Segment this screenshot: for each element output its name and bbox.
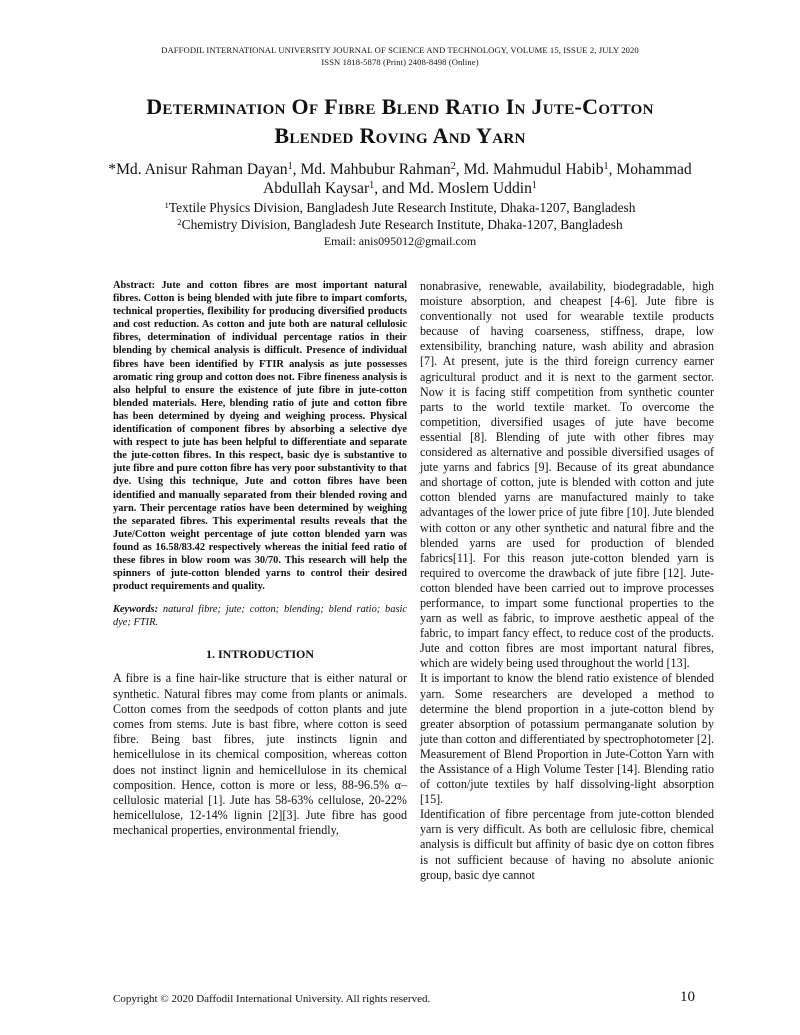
page-number: 10 [680,989,695,1005]
author-name: , Md. Mahmudul Habib [455,161,604,178]
affiliation-text: Chemistry Division, Bangladesh Jute Research Institute, Dhaka-1207, Bangladesh [181,217,623,232]
author-name: Abdullah Kaysar [263,180,370,197]
affiliations [60,199,740,233]
identification-paragraph: Identification of fibre percentage from jute-cotton blended yarn is very difficult. As both are cellulosic fibre, chemical analysis is difficult but affinity of basic dye on cotton fibres is not sufficient because of having no absolute anionic group, basic dye cannot [420,807,714,882]
issn-line: ISSN 1818-5878 (Print) 2408-8498 (Online) [321,57,479,67]
right-column [420,279,714,883]
title-line-2: Blended Roving And Yarn [274,123,526,148]
left-column [113,279,407,839]
blend-ratio-paragraph: It is important to know the blend ratio existence of blended yarn. Some researchers are developed a method to determine the blend proportion in a jute-cotton blend by greater absorption of potassium permanganate solution by jute than cotton and differentiated by spectrophotometer [2]. Measurement of Blend Proportion in Jute-Cotton Yarn with the Assistance of a High Volume Tester [14]. Blending ratio of cotton/jute textiles by half dissolving-light absorption [15]. [420,671,714,807]
abstract-text: Jute and cotton fibres are most important natural fibres. Cotton is being blended with jute fibre to impart comforts, technical properties, flexibility for producing diversified products and cost reduction. As cotton and jute both are natural cellulosic fibres, determination of individual percentage ratios in their blending by chemical analysis is difficult. Presence of individual fibres have been identified by FTIR analysis as jute possesses aromatic ring group and cotton does not. Fibre fineness analysis is also helpful to ensure the existence of jute fibre in jute-cotton blended materials. Here, blending ratio of jute and cotton fibre has been determined by dyeing and weighing process. Physical identification of component fibres by absorbing a selective dye with respect to jute has been helpful to differentiate and separate the jute-cotton fibres. In this respect, basic dye is substantive to jute fibre and pure cotton fibre has very poor substantivity to that dye. Using this technique, Jute and cotton fibres have been identified and manually separated from their blended roving and yarn. Their percentage ratios have been determined by weighing the separated fibres. This experimental results reveals that the Jute/Cotton weight percentage of jute cotton blended yarn was found as 16.58/83.42 respectively whereas the initial feed ratio of these fibres in blow room was 30/70. This research will help the spinners of jute-cotton blended yarns to control their desired product requirements and quality. [113,280,407,593]
affiliation-text: Textile Physics Division, Bangladesh Jute Research Institute, Dhaka-1207, Bangladesh [168,200,636,215]
affiliation-marker: 1 [164,200,169,211]
author-affiliation-marker: 1 [369,180,375,192]
keywords [113,603,407,629]
keywords-text: natural fibre; jute; cotton; blending; blend ratio; basic dye; FTIR. [113,604,407,629]
introduction-paragraph-continued: nonabrasive, renewable, availability, biodegradable, high moisture absorption, and cheapest [4-6]. Jute fibre is conventionally not used for wearable textile products because of having coarseness, stiffness, drape, low extensibility, branching nature, wash ability and abrasion [7]. At present, jute is the third foreign currency earner agricultural product and it is next to the garment sector. Now it is facing stiff competition from synthetic counter parts to the world textile market. To overcome the competition, diversified usages of jute have become essential [8]. Blending of jute with other fibres may considered as alternative and possible diversified usages of jute yarns and fabrics [9]. Because of its great abundance and shortage of cotton, jute is blended with cotton and jute cotton blended yarns are manufactured mainly to take advantages of the lower price of jute fibre [10]. Jute blended with cotton or any other synthetic and natural fibre and the blended yarns are used for production of blended fabrics[11]. For this reason jute-cotton blended yarn is required to overcome the drawback of jute fibre [12]. Jute-cotton blended have been carried out to improve processes performance, to impart some functional properties to the yarn as well as fabric, to improve aesthetic appeal of the fabric, to impart fancy effect, to reduce cost of the products. Jute and cotton fibres are most important natural fibres, which are widely being used throughout the world [13]. [420,279,714,671]
affiliation-marker: 2 [177,217,182,228]
author-affiliation-marker: 1 [531,180,537,192]
author-affiliation-marker: 1 [603,161,609,173]
corresponding-email: Email: anis095012@gmail.com [323,234,477,248]
affiliation-2 [60,216,740,233]
author-line-2 [60,179,740,198]
journal-name-line: DAFFODIL INTERNATIONAL UNIVERSITY JOURNAL OF SCIENCE AND TECHNOLOGY, VOLUME 15, ISSUE 2, JULY 2020 [161,45,639,55]
author-affiliation-marker: 1 [287,161,293,173]
author-list [60,160,740,198]
abstract-label: Abstract: [113,280,156,291]
author-name: *Md. Anisur Rahman Dayan [108,161,288,178]
author-name: , Md. Mahbubur Rahman [292,161,451,178]
author-line-1 [60,160,740,179]
abstract [113,279,407,593]
introduction-paragraph: A fibre is a fine hair-like structure that is either natural or synthetic. Natural fibres may come from plants or animals. Cotton comes from the seedpods of cotton plants and jute comes from stems. Jute is bast fibre, where cotton is seed fibre. Being bast fibres, jute instincts lignin and hemicellulose in its chemical composition, whereas cotton does not instinct lignin and hemicellulose in its chemical composition. Hence, cotton is more or less, 88-96.5% α–cellulosic material [1]. Jute has 58-63% cellulose, 20-22% hemicellulose, 12-14% lignin [2][3]. Jute fibre has good mechanical properties, environmental friendly, [113,671,407,838]
paper-title [60,92,740,150]
keywords-label: Keywords: [113,604,159,616]
title-line-1: Determination Of Fibre Blend Ratio In Jute-Cotton [146,94,654,119]
affiliation-1 [60,199,740,216]
author-affiliation-marker: 2 [450,161,456,173]
journal-header [0,44,800,68]
section-heading-introduction: 1. INTRODUCTION [205,647,314,662]
author-name: , Mohammad [608,161,692,178]
footer-copyright: Copyright © 2020 Daffodil International University. All rights reserved. [113,993,431,1005]
author-name: , and Md. Moslem Uddin [374,180,532,197]
